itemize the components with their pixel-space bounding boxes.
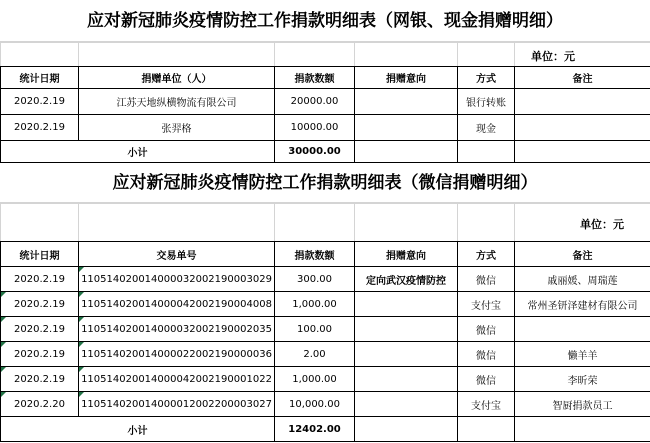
amount-cell[interactable]: 1,000.00 <box>275 367 355 392</box>
table2-header-row <box>1 242 650 267</box>
table1 <box>0 66 650 163</box>
note-cell[interactable]: 智厨捐款员工 <box>515 392 650 417</box>
intent-cell[interactable]: 定向武汉疫情防控 <box>355 267 458 292</box>
txn-cell[interactable]: 110514020014000022002190000036 <box>79 342 275 367</box>
method-cell[interactable]: 微信 <box>458 267 515 292</box>
table2-header-note: 备注 <box>515 242 650 267</box>
intent-cell[interactable] <box>355 392 458 417</box>
intent-cell[interactable] <box>355 115 458 141</box>
amount-cell[interactable]: 1,000.00 <box>275 292 355 317</box>
date-cell[interactable]: 2020.2.19 <box>1 317 79 342</box>
table1-header-intent: 捐赠意向 <box>355 67 458 89</box>
table-row <box>1 292 650 317</box>
txn-cell[interactable]: 110514020014000012002200003027 <box>79 392 275 417</box>
table1-header-method: 方式 <box>458 67 515 89</box>
donor-cell[interactable]: 张羿格 <box>79 115 275 141</box>
table-row <box>1 89 650 115</box>
table2 <box>0 241 650 442</box>
method-cell[interactable]: 现金 <box>458 115 515 141</box>
table-row <box>1 367 650 392</box>
amount-cell[interactable]: 100.00 <box>275 317 355 342</box>
txn-cell[interactable]: 110514020014000032002190002035 <box>79 317 275 342</box>
table2-header-intent: 捐赠意向 <box>355 242 458 267</box>
table2-total-value[interactable]: 12402.00 <box>275 417 355 442</box>
method-cell[interactable]: 微信 <box>458 342 515 367</box>
note-cell[interactable]: 常州圣钘泽建材有限公司 <box>515 292 650 317</box>
amount-cell[interactable]: 2.00 <box>275 342 355 367</box>
method-cell[interactable]: 微信 <box>458 317 515 342</box>
amount-cell[interactable]: 300.00 <box>275 267 355 292</box>
txn-cell[interactable]: 110514020014000042002190004008 <box>79 292 275 317</box>
method-cell[interactable]: 支付宝 <box>458 392 515 417</box>
table1-title: 应对新冠肺炎疫情防控工作捐款明细表（网银、现金捐赠明细） <box>0 0 650 42</box>
note-cell[interactable] <box>515 115 650 141</box>
method-cell[interactable]: 银行转账 <box>458 89 515 115</box>
amount-cell[interactable]: 10000.00 <box>275 115 355 141</box>
table2-unit: 单位：元 <box>580 218 624 231</box>
date-cell[interactable]: 2020.2.20 <box>1 392 79 417</box>
table1-total-row <box>1 141 650 163</box>
note-cell[interactable]: 戚丽媛、周瑞莲 <box>515 267 650 292</box>
intent-cell[interactable] <box>355 367 458 392</box>
table-row <box>1 115 650 141</box>
table2-header-date: 统计日期 <box>1 242 79 267</box>
intent-cell[interactable] <box>355 292 458 317</box>
table1-header-row <box>1 67 650 89</box>
date-cell[interactable]: 2020.2.19 <box>1 367 79 392</box>
txn-cell[interactable]: 110514020014000032002190003029 <box>79 267 275 292</box>
txn-cell[interactable]: 110514020014000042002190001022 <box>79 367 275 392</box>
donor-cell[interactable]: 江苏天地纵横物流有限公司 <box>79 89 275 115</box>
date-cell[interactable]: 2020.2.19 <box>1 342 79 367</box>
intent-cell[interactable] <box>355 317 458 342</box>
method-cell[interactable]: 微信 <box>458 367 515 392</box>
amount-cell[interactable]: 20000.00 <box>275 89 355 115</box>
intent-cell[interactable] <box>355 89 458 115</box>
table-row <box>1 342 650 367</box>
table1-header-date: 统计日期 <box>1 67 79 89</box>
table1-header-amount: 捐款数额 <box>275 67 355 89</box>
table2-unit-row <box>0 203 650 242</box>
table2-header-txn: 交易单号 <box>79 242 275 267</box>
table1-total-value[interactable]: 30000.00 <box>275 141 355 163</box>
date-cell[interactable]: 2020.2.19 <box>1 89 79 115</box>
table1-header-donor: 捐赠单位（人） <box>79 67 275 89</box>
method-cell[interactable]: 支付宝 <box>458 292 515 317</box>
table1-unit: 单位：元 <box>531 50 575 63</box>
table-row <box>1 317 650 342</box>
note-cell[interactable] <box>515 89 650 115</box>
table-row <box>1 267 650 292</box>
date-cell[interactable]: 2020.2.19 <box>1 267 79 292</box>
intent-cell[interactable] <box>355 342 458 367</box>
table1-header-note: 备注 <box>515 67 650 89</box>
table1-total-label[interactable]: 小计 <box>1 141 275 163</box>
table2-total-label[interactable]: 小计 <box>1 417 275 442</box>
note-cell[interactable] <box>515 317 650 342</box>
amount-cell[interactable]: 10,000.00 <box>275 392 355 417</box>
date-cell[interactable]: 2020.2.19 <box>1 292 79 317</box>
table2-total-row <box>1 417 650 442</box>
table-row <box>1 392 650 417</box>
date-cell[interactable]: 2020.2.19 <box>1 115 79 141</box>
note-cell[interactable]: 李昕荣 <box>515 367 650 392</box>
note-cell[interactable]: 懒羊羊 <box>515 342 650 367</box>
table2-header-amount: 捐款数额 <box>275 242 355 267</box>
table2-header-method: 方式 <box>458 242 515 267</box>
table2-title: 应对新冠肺炎疫情防控工作捐款明细表（微信捐赠明细） <box>0 163 650 203</box>
